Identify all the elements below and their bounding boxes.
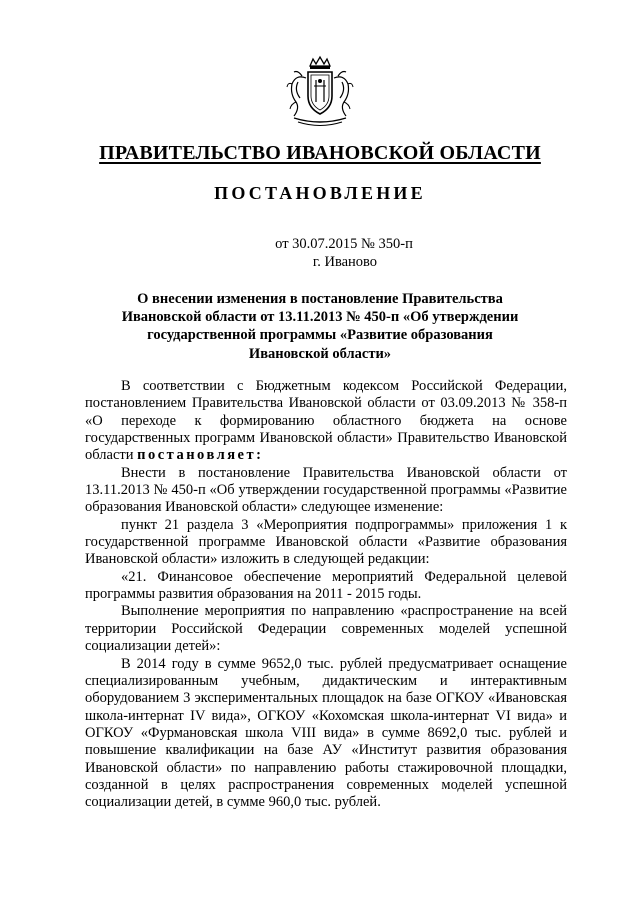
body-paragraph: Внести в постановление Правительства Ивановской области от 13.11.2013 № 450-п «Об утверждении государственной программы «Развитие образования Ивановской области» следующее изменение: — [85, 464, 567, 516]
paragraph-text: В соответствии с Бюджетным кодексом Российской Федерации, постановлением Правительства Ивановской области от 03.09.2013 № 358-п «О переходе к формированию областного бюджета на основе государственных программ Ивановской области» Правительство Ивановской области — [85, 378, 567, 464]
title-line: О внесении изменения в постановление Правительства — [137, 291, 503, 307]
resolution-keyword: постановляет: — [137, 447, 264, 464]
body-paragraph — [85, 378, 567, 465]
body-paragraph: «21. Финансовое обеспечение мероприятий Федеральной целевой программы развития образования на 2011 - 2015 годы. — [85, 568, 567, 603]
document-city: г. Иваново — [312, 254, 378, 270]
title-line: Ивановской области» — [248, 345, 392, 362]
title-line: Ивановской области от 13.11.2013 № 450-п «Об утверждении — [121, 309, 519, 326]
coat-of-arms-icon — [280, 52, 360, 132]
body-paragraph: пункт 21 раздела 3 «Мероприятия подпрограммы» приложения 1 к государственной программе Ивановской области «Развитие образования Ивановской области» изложить в следующей редакции: — [85, 516, 567, 568]
document-type-heading: ПОСТАНОВЛЕНИЕ — [214, 183, 426, 203]
document-body — [85, 378, 567, 812]
body-paragraph: В 2014 году в сумме 9652,0 тыс. рублей предусматривает оснащение специализированным учебным, дидактическим и интерактивным оборудованием 3 экспериментальных площадок на базе ОГКОУ «Ивановская школа-интернат IV вида», ОГКОУ «Кохомская школа-интернат VI вида» и ОГКОУ «Фурмановская школа VIII вида» в сумме 8692,0 тыс. рублей и повышение квалификации на базе АУ «Институт развития образования Ивановской области» по направлению работы стажировочной площадки, созданной в целях распространения современных моделей успешной социализации детей, в сумме 960,0 тыс. рублей. — [85, 655, 567, 811]
organization-heading — [0, 142, 640, 165]
title-line: государственной программы «Развитие образования — [147, 327, 493, 344]
document-title — [90, 290, 550, 363]
organization-name: ПРАВИТЕЛЬСТВО ИВАНОВСКОЙ ОБЛАСТИ — [99, 142, 541, 164]
document-date-number: от 30.07.2015 № 350-п — [275, 236, 413, 252]
body-paragraph: Выполнение мероприятия по направлению «распространение на всей территории Российской Федерации современных моделей успешной социализации детей»: — [85, 603, 567, 655]
